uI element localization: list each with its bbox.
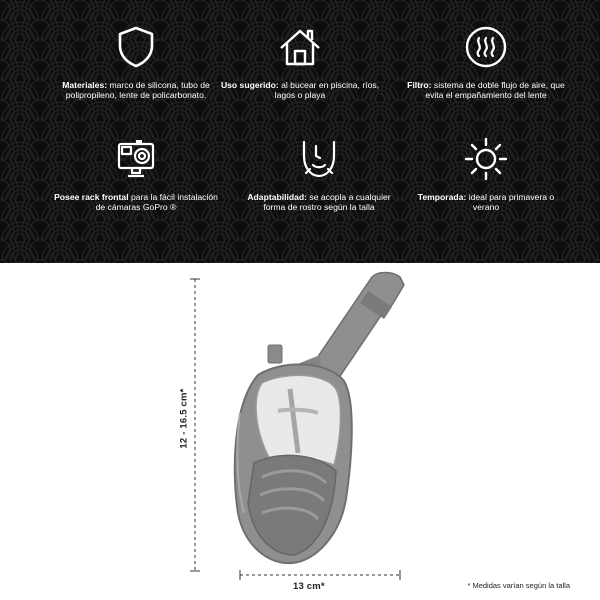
sun-icon bbox=[463, 136, 509, 182]
feature-front-rack bbox=[36, 136, 236, 212]
feature-suggested-use bbox=[200, 24, 400, 100]
features-panel bbox=[0, 0, 600, 263]
house-icon bbox=[277, 24, 323, 70]
height-dimension-line bbox=[190, 279, 200, 571]
feature-materials-text: Materiales: marco de silicona, tubo de polipropileno, lente de policarbonato. bbox=[62, 80, 210, 101]
feature-filter bbox=[386, 24, 586, 100]
feature-adaptability-text: Adaptabilidad: se acopla a cualquier forma de rostro según la talla bbox=[247, 192, 391, 213]
width-dimension-label: 13 cm* bbox=[293, 581, 325, 592]
feature-suggested-use-text: Uso sugerido: al bucear en piscina, ríos, lagos o playa bbox=[220, 80, 380, 101]
feature-front-rack-text: Posee rack frontal para la fácil instalación de cámaras GoPro ® bbox=[54, 192, 218, 213]
height-dimension-label: 12 - 16.5 cm* bbox=[178, 388, 190, 449]
face-fit-icon bbox=[296, 136, 342, 182]
shield-icon bbox=[113, 24, 159, 70]
width-dimension-line bbox=[240, 570, 400, 580]
snorkel-mask bbox=[235, 273, 404, 564]
feature-season-text: Temporada: ideal para primavera o verano bbox=[417, 192, 555, 213]
airflow-icon bbox=[463, 24, 509, 70]
action-camera-icon bbox=[113, 136, 159, 182]
feature-filter-text: Filtro: sistema de doble flujo de aire, que evita el empañamiento del lente bbox=[407, 80, 565, 101]
size-footnote: * Medidas varían según la talla bbox=[467, 581, 570, 590]
product-drawing bbox=[0, 263, 600, 600]
product-area bbox=[0, 263, 600, 600]
feature-season bbox=[386, 136, 586, 212]
